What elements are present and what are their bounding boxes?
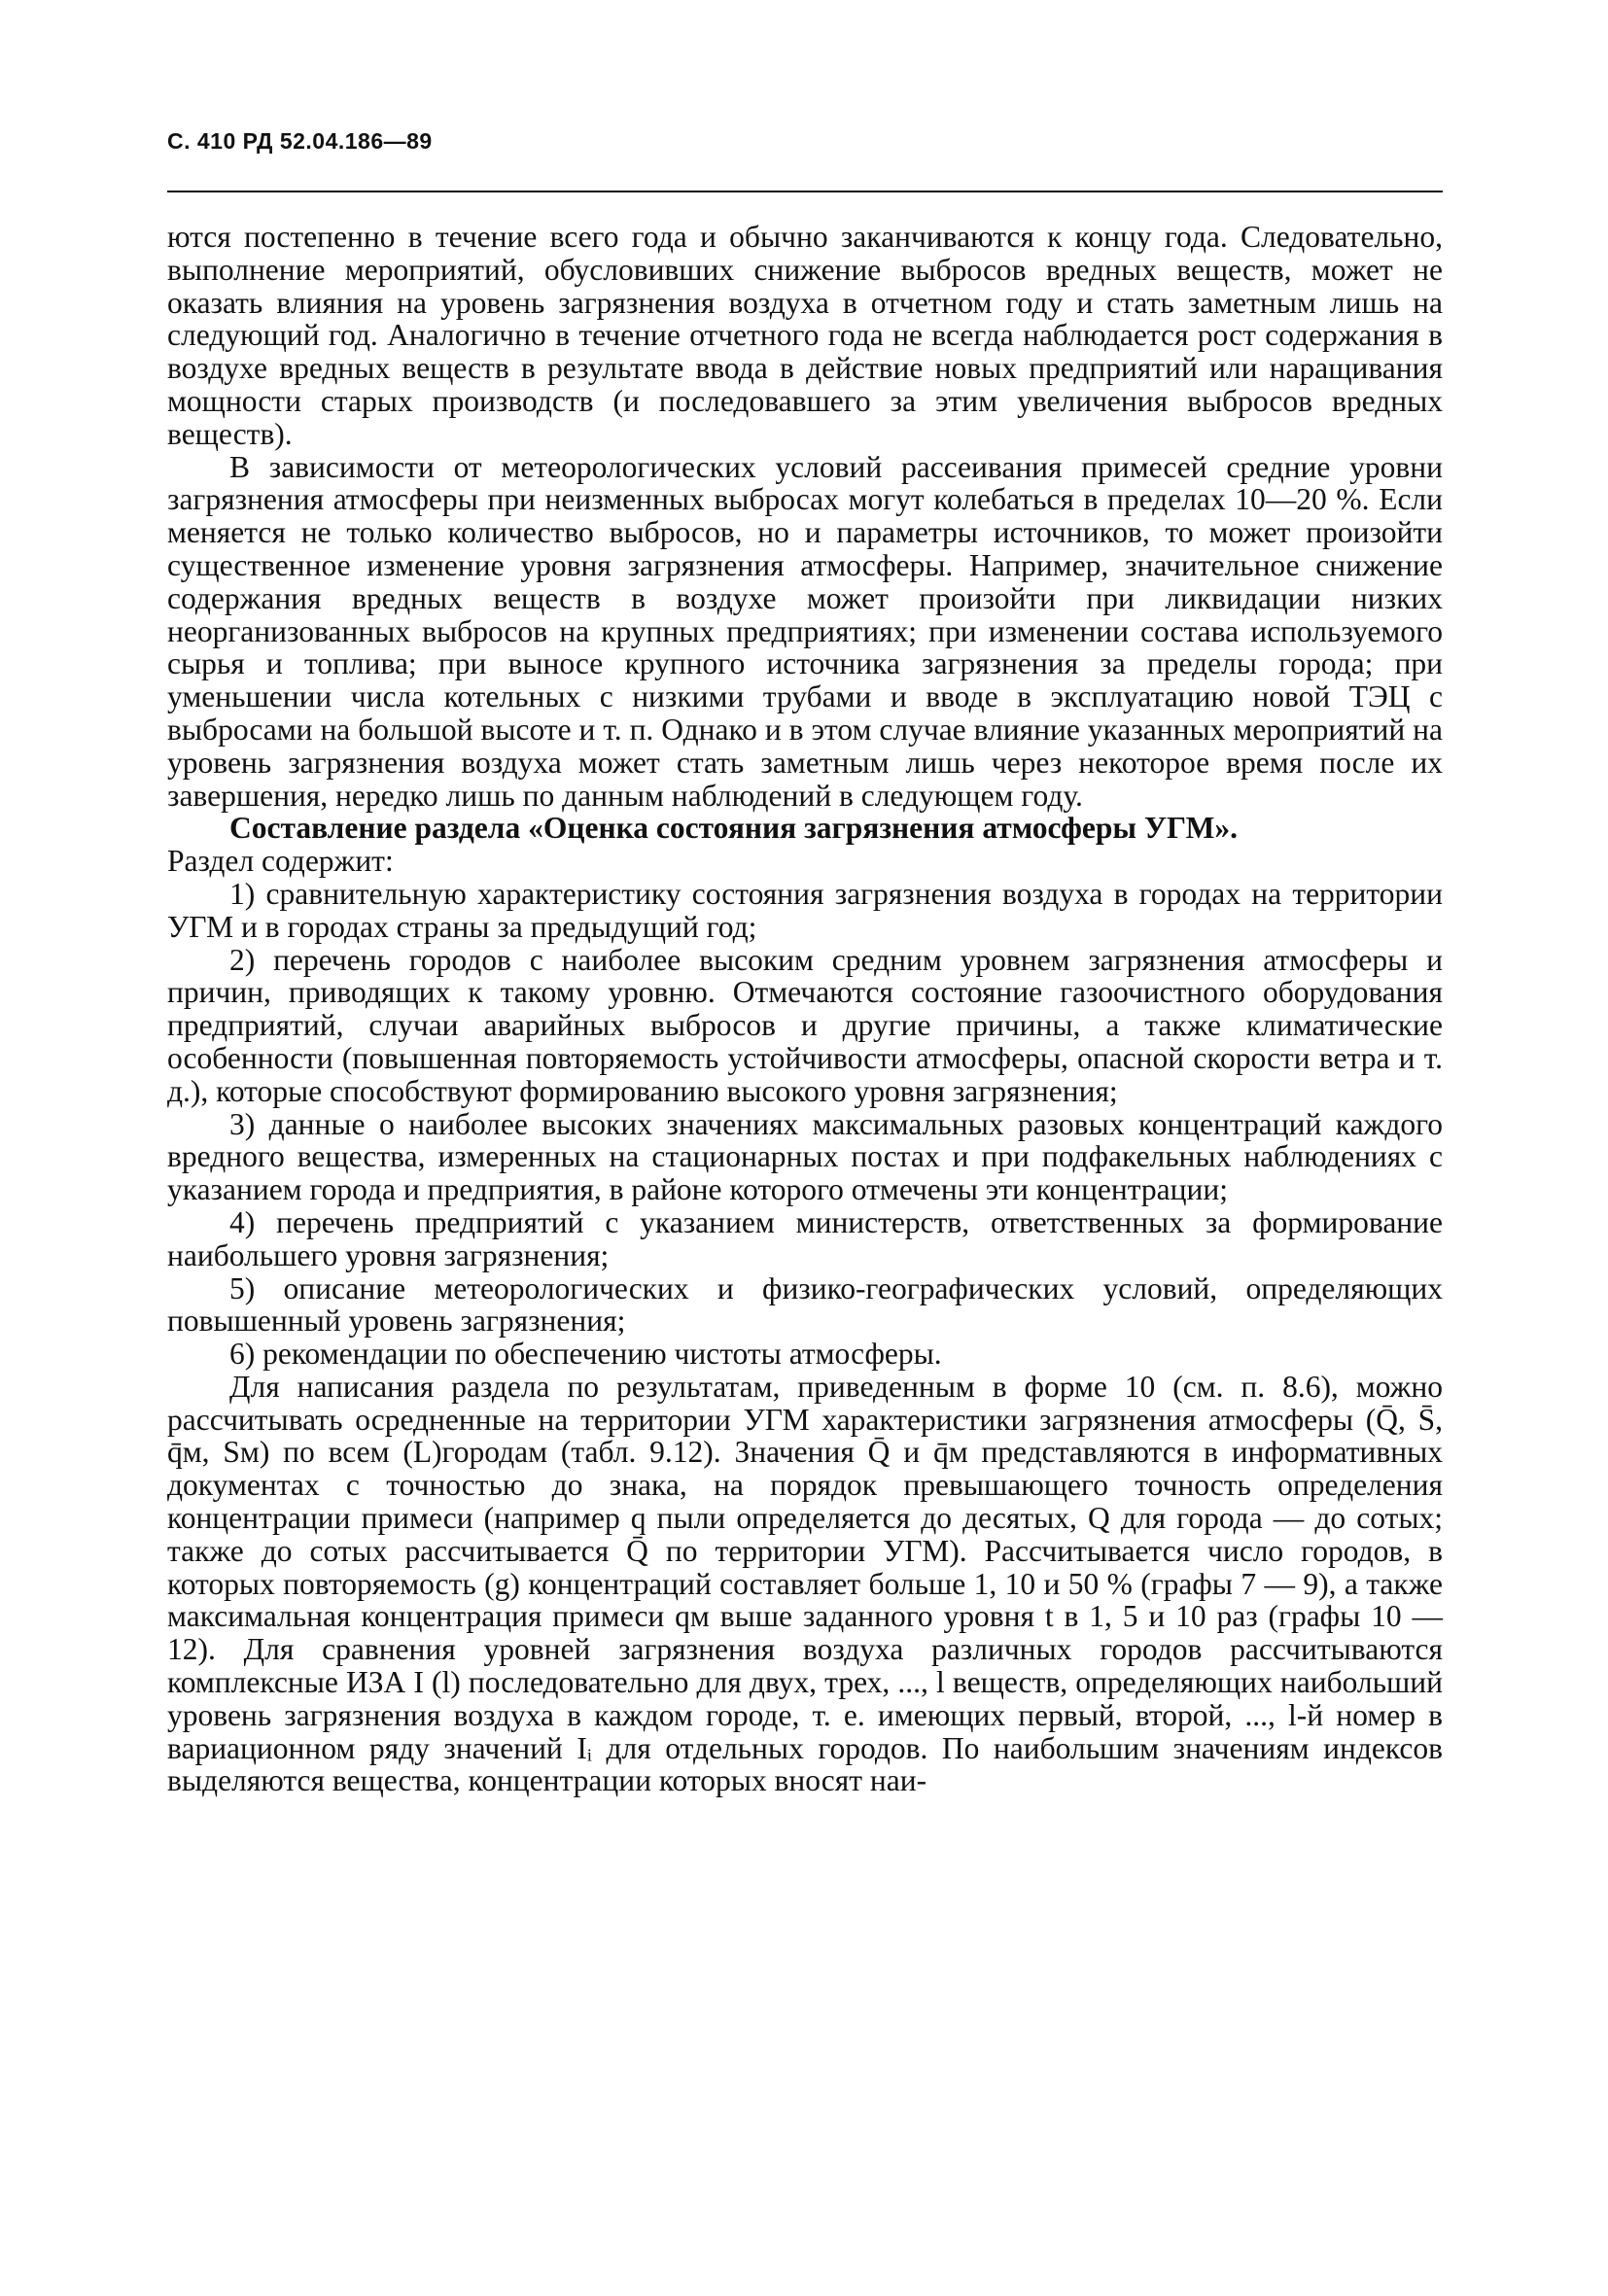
body-text: [167, 221, 1443, 1797]
list-item: 1) сравнительную характеристику состояния загрязнения воздуха в городах на территории УГМ и в городах страны за предыдущий год;: [167, 876, 1443, 944]
list-item: 5) описание метеорологических и физико-географических условий, определяющих повышенный уровень загрязнения;: [167, 1270, 1443, 1339]
section-intro: Раздел содержит:: [167, 844, 394, 879]
running-head: С. 410 РД 52.04.186—89: [167, 128, 433, 154]
list-item: 2) перечень городов с наиболее высоким средним уровнем загрязнения атмосферы и причин, приводящих к такому уровню. Отмечаются состояние газоочистного оборудования предприятий, случаи аварийных выбросов и другие причины, а также климатические особенности (повышенная повторяемость устойчивости атмосферы, опасной скорости ветра и т. д.), которые способствуют формированию высокого уровня загрязнения;: [167, 942, 1443, 1108]
paragraph-continuation: ются постепенно в течение всего года и обычно заканчиваются к концу года. Следовательно, выполнение мероприятий, обусловивших снижение выбросов вредных веществ, может не оказать влияния на уровень загрязнения воздуха в отчетном году и стать заметным лишь на следующий год. Аналогично в течение отчетного года не всегда наблюдается рост содержания в воздухе вредных веществ в результате ввода в действие новых предприятий или наращивания мощности старых производств (и последовавшего за этим увеличения выбросов вредных веществ).: [167, 220, 1443, 451]
paragraph: Для написания раздела по результатам, приведенным в форме 10 (см. п. 8.6), можно рассчитывать осредненные на территории УГМ характеристики загрязнения атмосферы (Q̄, S̄, q̄м, Sм) по всем (L)городам (табл. 9.12). Значения Q̄ и q̄м представляются в информативных документах с точностью до знака, на порядок превышающего точность определения концентрации примеси (например q пыли определяется до десятых, Q для города — до сотых; также до сотых рассчитывается Q̄ по территории УГМ). Рассчитывается число городов, в которых повторяемость (g) концентраций составляет больше 1, 10 и 50 % (графы 7 — 9), а также максимальная концентрация примеси qм выше заданного уровня t в 1, 5 и 10 раз (графы 10 — 12). Для сравнения уровней загрязнения воздуха различных городов рассчитываются комплексные ИЗА I (l) последовательно для двух, трех, ..., l веществ, определяющих наибольший уровень загрязнения воздуха в каждом городе, т. е. имеющих первый, второй, ..., l-й номер в вариационном ряду значений Iᵢ для отдельных городов. По наибольшим значениям индексов выделяются вещества, концентрации которых вносят наи-: [167, 1369, 1443, 1798]
section-heading-paragraph: [167, 812, 1443, 845]
list-item: 6) рекомендации по обеспечению чистоты атмосферы.: [229, 1337, 942, 1372]
list-item: 3) данные о наиболее высоких значениях максимальных разовых концентраций каждого вредного вещества, измеренных на стационарных постах и при подфакельных наблюдениях с указанием города и предприятия, в районе которого отмечены эти концентрации;: [167, 1106, 1443, 1207]
header-divider: [167, 191, 1443, 192]
list-item: 4) перечень предприятий с указанием министерств, ответственных за формирование наибольшего уровня загрязнения;: [167, 1204, 1443, 1272]
section-heading: Составление раздела «Оценка состояния загрязнения атмосферы УГМ».: [229, 811, 1238, 846]
paragraph: В зависимости от метеорологических условий рассеивания примесей средние уровни загрязнения атмосферы при неизменных выбросах могут колебаться в пределах 10—20 %. Если меняется не только количество выбросов, но и параметры источников, то может произойти существенное изменение уровня загрязнения атмосферы. Например, значительное снижение содержания вредных веществ в воздухе может произойти при ликвидации низких неорганизованных выбросов на крупных предприятиях; при изменении состава используемого сырья и топлива; при выносе крупного источника загрязнения за пределы города; при уменьшении числа котельных с низкими трубами и вводе в эксплуатацию новой ТЭЦ с выбросами на большой высоте и т. п. Однако и в этом случае влияние указанных мероприятий на уровень загрязнения воздуха может стать заметным лишь через некоторое время после их завершения, нередко лишь по данным наблюдений в следующем году.: [167, 449, 1443, 813]
